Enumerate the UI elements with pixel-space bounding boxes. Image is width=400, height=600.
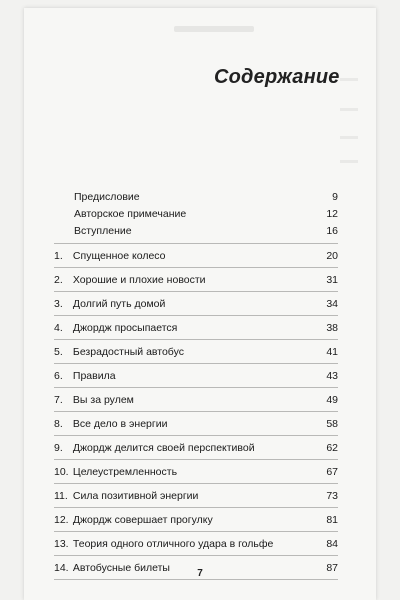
toc-page-number: 20: [326, 249, 338, 262]
toc-front-item: [54, 222, 338, 239]
bleed-through-header: [174, 26, 254, 32]
toc-page-number: 43: [326, 369, 338, 382]
chapter-number: 14.: [54, 561, 69, 574]
chapter-title: Вы за рулем: [72, 393, 134, 406]
toc-chapter-item: [54, 364, 338, 388]
chapter-title: Безрадостный автобус: [72, 345, 184, 358]
chapter-title: Сила позитивной энергии: [72, 489, 199, 502]
chapter-title: Все дело в энергии: [72, 417, 168, 430]
chapter-title: Правила: [72, 369, 116, 382]
chapter-title: Джордж делится своей перспективой: [72, 441, 255, 454]
bleed-through-mark: [340, 78, 358, 81]
chapter-number: 4.: [54, 321, 63, 334]
page-title: Содержание: [214, 66, 340, 88]
toc-chapter-item: [54, 243, 338, 268]
bleed-through-mark: [340, 136, 358, 139]
chapter-number: 7.: [54, 393, 63, 406]
toc-page-number: 81: [326, 513, 338, 526]
chapter-title: Спущенное колесо: [72, 249, 166, 262]
toc-page-number: 67: [326, 465, 338, 478]
bleed-through-mark: [340, 160, 358, 163]
toc-page-number: 87: [326, 561, 338, 574]
chapter-title: Целеустремленность: [72, 465, 178, 478]
toc-chapter-item: [54, 508, 338, 532]
toc-page-number: 58: [326, 417, 338, 430]
toc-page-number: 49: [326, 393, 338, 406]
toc-page-number: 34: [326, 297, 338, 310]
toc-page-number: 38: [326, 321, 338, 334]
toc-page-number: 12: [326, 207, 338, 220]
toc-chapter-item: [54, 340, 338, 364]
chapter-number: 12.: [54, 513, 69, 526]
toc-page-number: 16: [326, 224, 338, 237]
toc-chapter-item: [54, 484, 338, 508]
toc-chapter-item: [54, 292, 338, 316]
chapter-number: 9.: [54, 441, 63, 454]
toc-item-label: Авторское примечание: [74, 207, 187, 220]
toc-chapter-item: [54, 316, 338, 340]
chapter-number: 6.: [54, 369, 63, 382]
toc-chapter-item: [54, 460, 338, 484]
toc-page-number: 73: [326, 489, 338, 502]
toc-item-label: Вступление: [74, 224, 132, 237]
chapter-number: 11.: [54, 489, 68, 502]
chapter-title: Джордж просыпается: [72, 321, 178, 334]
book-page: [24, 8, 376, 600]
chapter-title: Джордж совершает прогулку: [72, 513, 213, 526]
toc-chapter-item: [54, 532, 338, 556]
toc-front-item: [54, 188, 338, 205]
toc-page-number: 9: [332, 190, 338, 203]
chapter-number: 10.: [54, 465, 69, 478]
toc-page-number: 84: [326, 537, 338, 550]
chapter-number: 13.: [54, 537, 69, 550]
chapter-number: 3.: [54, 297, 63, 310]
chapter-number: 2.: [54, 273, 63, 286]
chapter-title: Теория одного отличного удара в гольфе: [72, 537, 274, 550]
toc-chapter-item: [54, 388, 338, 412]
bleed-through-mark: [340, 108, 358, 111]
toc-front-item: [54, 205, 338, 222]
toc-item-label: Предисловие: [74, 190, 140, 203]
chapter-title: Долгий путь домой: [72, 297, 166, 310]
table-of-contents: [54, 188, 338, 580]
toc-chapter-item: [54, 412, 338, 436]
chapter-title: Хорошие и плохие новости: [72, 273, 206, 286]
page-number-folio: 7: [197, 568, 203, 579]
toc-page-number: 62: [326, 441, 338, 454]
chapter-title: Автобусные билеты: [72, 561, 170, 574]
chapter-number: 5.: [54, 345, 63, 358]
toc-chapter-item: [54, 436, 338, 460]
toc-chapter-item: [54, 268, 338, 292]
toc-page-number: 31: [326, 273, 338, 286]
chapter-number: 1.: [54, 249, 63, 262]
chapter-number: 8.: [54, 417, 63, 430]
toc-page-number: 41: [326, 345, 338, 358]
